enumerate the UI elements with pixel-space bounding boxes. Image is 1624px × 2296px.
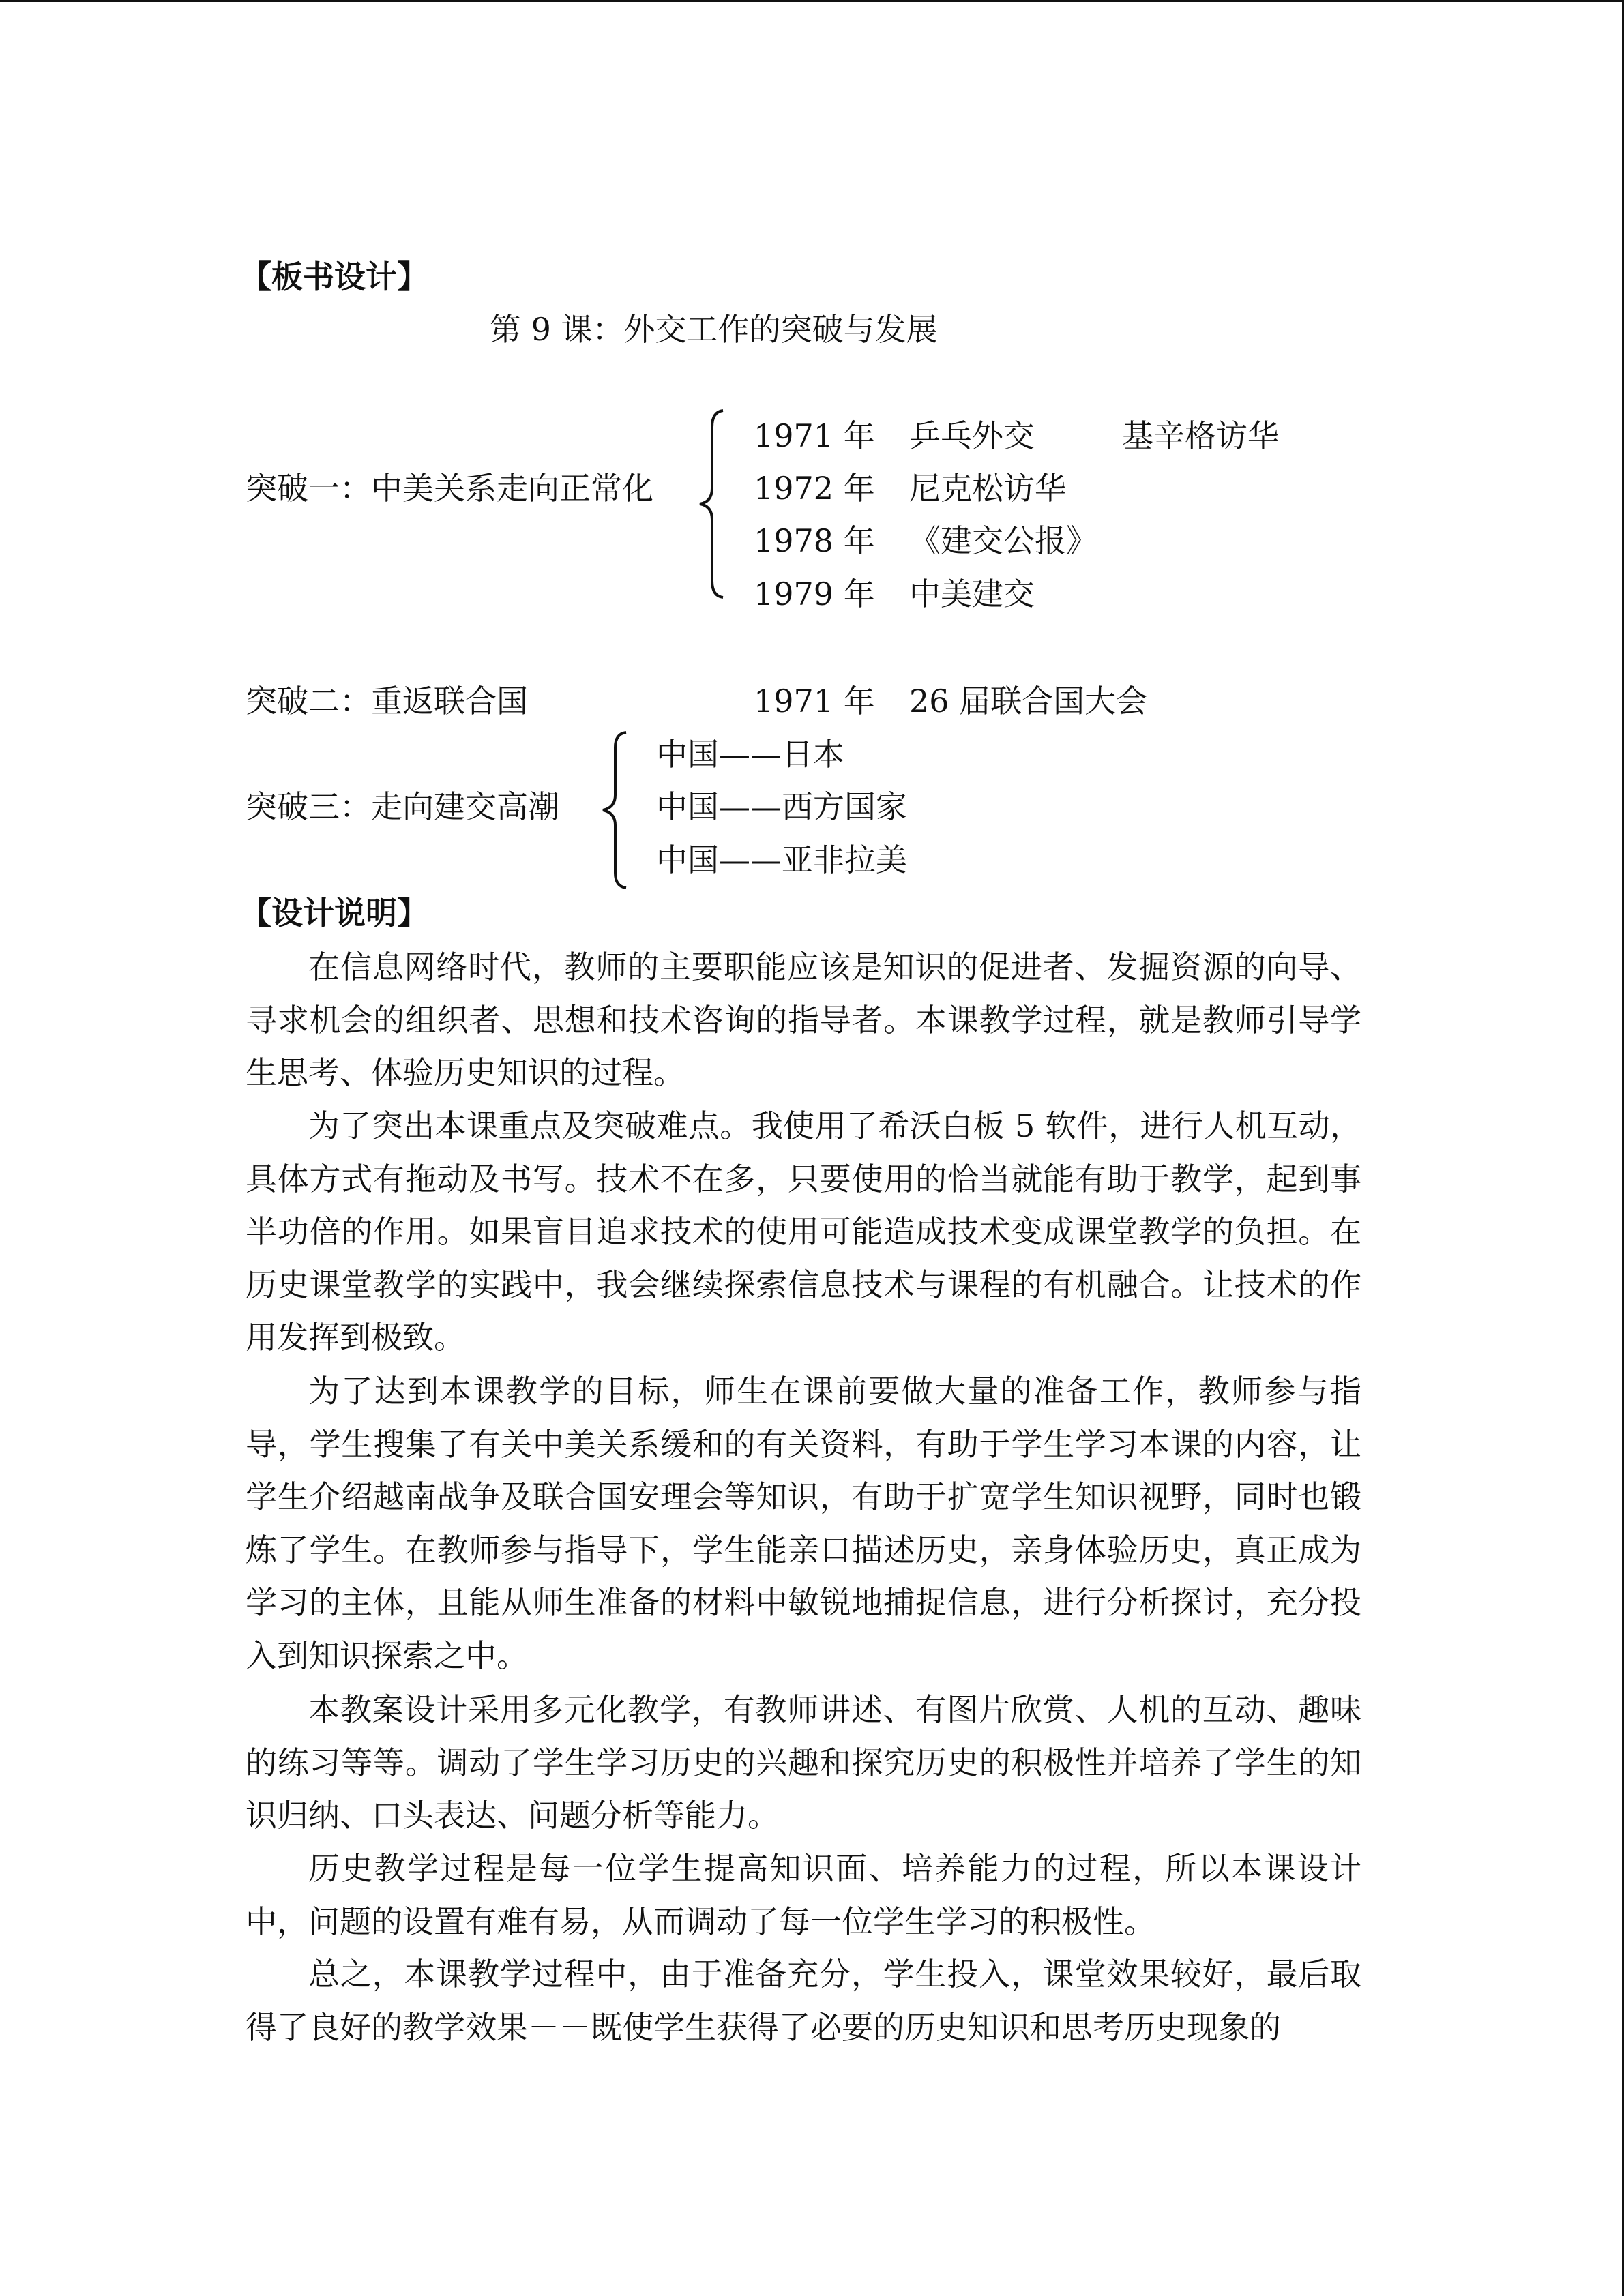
b1-year-1979: 1979 年 bbox=[754, 576, 875, 612]
b1-year-1978: 1978 年 bbox=[754, 522, 875, 559]
b3-western: 中国——西方国家 bbox=[656, 788, 907, 825]
design-paragraph: 为了突出本课重点及突破难点。我使用了希沃白板 5 软件，进行人机互动，具体方式有拖动及书写。技术不在多，只要使用的恰当就能有助于教学，起到事半功倍的作用。如果盲目追求技术的使用可能造成技术变成课堂教学的负担。在历史课堂教学的实践中，我会继续探索信息技术与课程的有机融合。让技术的作用发挥到极致。 bbox=[246, 1107, 1361, 1356]
b1-event-communique: 《建交公报》 bbox=[909, 522, 1097, 559]
b2-event: 26 届联合国大会 bbox=[909, 683, 1148, 719]
brace-breakthrough3 bbox=[592, 730, 633, 891]
lesson-title: 第 9 课：外交工作的突破与发展 bbox=[490, 311, 938, 348]
b3-asia-africa-latam: 中国——亚非拉美 bbox=[656, 841, 907, 878]
b2-year: 1971 年 bbox=[754, 683, 875, 719]
design-paragraph: 在信息网络时代，教师的主要职能应该是知识的促进者、发掘资源的向导、寻求机会的组织者、思想和技术咨询的指导者。本课教学过程，就是教师引导学生思考、体验历史知识的过程。 bbox=[246, 949, 1361, 1091]
page-top-border bbox=[0, 0, 1624, 2]
b3-japan: 中国——日本 bbox=[656, 736, 844, 773]
b1-year-1971: 1971 年 bbox=[754, 417, 875, 454]
breakthrough2-label: 突破二：重返联合国 bbox=[246, 683, 528, 719]
design-paragraph: 为了达到本课教学的目标，师生在课前要做大量的准备工作，教师参与指导，学生搜集了有关中美关系缓和的有关资料，有助于学生学习本课的内容，让学生介绍越南战争及联合国安理会等知识，有助于扩宽学生知识视野，同时也锻炼了学生。在教师参与指导下，学生能亲口描述历史，亲身体验历史，真正成为学习的主体，且能从师生准备的材料中敏锐地捕捉信息，进行分析探讨，充分投入到知识探索之中。 bbox=[246, 1373, 1361, 1674]
breakthrough3-label: 突破三：走向建交高潮 bbox=[246, 788, 559, 825]
b1-event-nixon: 尼克松访华 bbox=[909, 470, 1066, 507]
b1-event-pingpong: 乒乓外交 bbox=[909, 417, 1035, 454]
design-notes-heading: 【设计说明】 bbox=[240, 895, 428, 931]
b1-event-relations: 中美建交 bbox=[909, 576, 1035, 612]
b1-event-kissinger: 基辛格访华 bbox=[1122, 417, 1279, 454]
board-design-heading: 【板书设计】 bbox=[240, 258, 428, 295]
brace-breakthrough1 bbox=[689, 408, 730, 600]
design-paragraph: 本教案设计采用多元化教学，有教师讲述、有图片欣赏、人机的互动、趣味的练习等等。调动了学生学习历史的兴趣和探究历史的积极性并培养了学生的知识归纳、口头表达、问题分析等能力。 bbox=[246, 1691, 1361, 1834]
b1-year-1972: 1972 年 bbox=[754, 470, 875, 507]
breakthrough1-label: 突破一：中美关系走向正常化 bbox=[246, 470, 653, 507]
design-paragraph: 总之，本课教学过程中，由于准备充分，学生投入，课堂效果较好，最后取得了良好的教学效果－－既使学生获得了必要的历史知识和思考历史现象的 bbox=[246, 1956, 1361, 2046]
design-paragraph: 历史教学过程是每一位学生提高知识面、培养能力的过程，所以本课设计中，问题的设置有难有易，从而调动了每一位学生学习的积极性。 bbox=[246, 1850, 1361, 1940]
